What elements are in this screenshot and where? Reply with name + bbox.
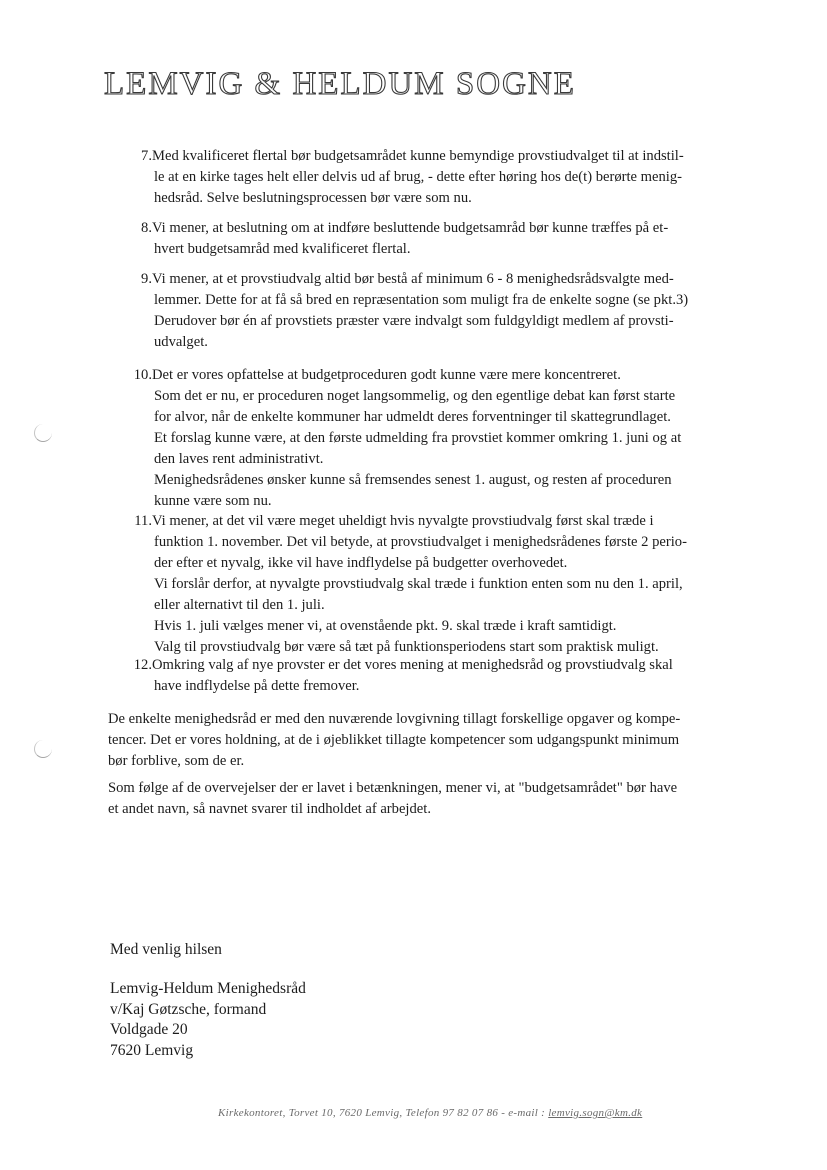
closing-salutation: Med venlig hilsen — [110, 941, 222, 958]
item-line: Derudover bør én af provstiets præster være indvalgt som fuldgyldigt medlem af provsti- — [154, 313, 674, 329]
item-line: eller alternativt til den 1. juli. — [154, 597, 325, 613]
item-line: Vi mener, at beslutning om at indføre besluttende budgetsamråd bør kunne træffes på et- — [152, 220, 669, 236]
item-line: Valg til provstiudvalg bør være så tæt på funktionsperiodens start som praktisk muligt. — [154, 639, 659, 655]
item-line: funktion 1. november. Det vil betyde, at provstiudvalget i menighedsrådenes første 2 perio- — [154, 534, 687, 550]
item-line: Hvis 1. juli vælges mener vi, at ovenstående pkt. 9. skal træde i kraft samtidigt. — [154, 618, 617, 634]
punch-hole-upper — [34, 424, 52, 442]
item-line: Omkring valg af nye provster er det vores mening at menighedsråd og provstiudvalg skal — [152, 657, 673, 673]
item-line: Med kvalificeret flertal bør budgetsamrådet kunne bemyndige provstiudvalget til at indstil- — [152, 148, 684, 164]
item-line: for alvor, når de enkelte kommuner har udmeldt deres forventninger til skattegrundlaget. — [154, 409, 671, 425]
body-paragraph — [108, 778, 768, 820]
numbered-item-11 — [124, 511, 764, 658]
paragraph-line: tencer. Det er vores holdning, at de i øjeblikket tillagte kompetencer som udgangspunkt minimum — [108, 732, 680, 748]
punch-hole-lower — [34, 740, 52, 758]
item-line: Det er vores opfattelse at budgetproceduren godt kunne være mere koncentreret. — [152, 367, 621, 383]
item-number: 9. — [141, 271, 152, 287]
item-number: 8. — [141, 220, 152, 236]
item-line: hedsråd. Selve beslutningsprocessen bør være som nu. — [154, 190, 472, 206]
item-line: hvert budgetsamråd med kvalificeret flertal. — [154, 241, 411, 257]
item-line: der efter et nyvalg, ikke vil have indflydelse på budgetter overhovedet. — [154, 555, 568, 571]
item-number: 7. — [141, 148, 152, 164]
numbered-item-7 — [124, 146, 764, 209]
footer-contact — [218, 1107, 642, 1119]
item-line: Vi mener, at det vil være meget uheldigt hvis nyvalgte provstiudvalg først skal træde i — [152, 513, 654, 529]
item-line: kunne være som nu. — [154, 493, 272, 509]
signature-line: Voldgade 20 — [110, 1021, 188, 1038]
body-paragraph — [108, 709, 768, 772]
footer-address: Kirkekontoret, Torvet 10, 7620 Lemvig, Telefon 97 82 07 86 - e-mail : — [218, 1107, 549, 1119]
item-line: Vi forslår derfor, at nyvalgte provstiudvalg skal træde i funktion enten som nu den 1. april, — [154, 576, 683, 592]
item-line: Menighedsrådenes ønsker kunne så fremsendes senest 1. august, og resten af proceduren — [154, 472, 672, 488]
signature-line: v/Kaj Gøtzsche, formand — [110, 1000, 267, 1018]
item-line: den laves rent administrativt. — [154, 451, 324, 467]
item-number: 11. — [134, 513, 152, 529]
numbered-item-12 — [124, 655, 764, 697]
footer-email-link[interactable]: lemvig.sogn@km.dk — [548, 1107, 643, 1119]
item-line: have indflydelse på dette fremover. — [154, 678, 360, 694]
paragraph-line: De enkelte menighedsråd er med den nuværende lovgivning tillagt forskellige opgaver og kompe- — [108, 711, 681, 727]
item-line: Som det er nu, er proceduren noget langsommelig, og den egentlige debat kan først starte — [154, 388, 676, 404]
numbered-item-10 — [124, 365, 764, 512]
signature-block — [110, 979, 306, 1061]
numbered-item-8 — [124, 218, 764, 260]
paragraph-line: Som følge af de overvejelser der er lavet i betænkningen, mener vi, at "budgetsamrådet" bør have — [108, 780, 678, 796]
item-line: lemmer. Dette for at få så bred en repræsentation som muligt fra de enkelte sogne (se pkt.3) — [154, 292, 689, 308]
paragraph-line: et andet navn, så navnet svarer til indholdet af arbejdet. — [108, 801, 431, 817]
signature-line: 7620 Lemvig — [110, 1041, 194, 1059]
numbered-item-9 — [124, 269, 764, 353]
item-line: Et forslag kunne være, at den første udmelding fra provstiet kommer omkring 1. juni og at — [154, 430, 682, 446]
item-number: 10. — [133, 367, 152, 383]
letterhead-title: LEMVIG & HELDUM SOGNE — [104, 66, 576, 102]
item-number: 12. — [133, 657, 152, 673]
paragraph-line: bør forblive, som de er. — [108, 753, 245, 769]
signature-line: Lemvig-Heldum Menighedsråd — [110, 980, 306, 997]
item-line: udvalget. — [154, 334, 208, 350]
item-line: Vi mener, at et provstiudvalg altid bør bestå af minimum 6 - 8 menighedsrådsvalgte med- — [152, 271, 674, 287]
item-line: le at en kirke tages helt eller delvis ud af brug, - dette efter høring hos de(t) berørte menig- — [154, 169, 683, 185]
